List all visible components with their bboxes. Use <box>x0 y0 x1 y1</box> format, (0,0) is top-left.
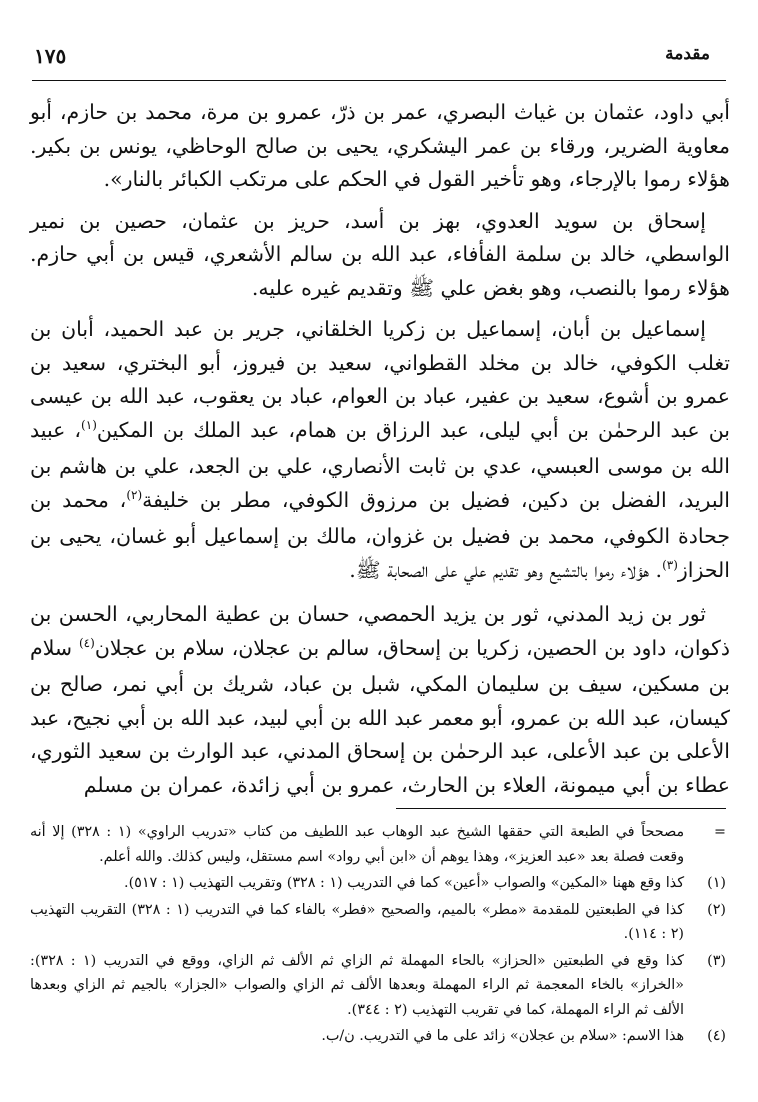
paragraph-4-text-a: ثور بن زيد المدني، ثور بن يزيد الحمصي، حسان بن عطية المحاربي، الحسن بن ذكوان، داود بن الحصين، زكريا بن إسحاق، سالم بن عجلان، سلام بن عجلان <box>30 602 730 660</box>
footnote-3 <box>30 949 726 1023</box>
paragraph-2 <box>30 205 730 306</box>
paragraph-2-text: إسحاق بن سويد العدوي، بهز بن أسد، حريز بن عثمان، حصين بن نمير الواسطي، خالد بن سلمة الفأفاء، عبد الله بن سالم الأشعري، قيس بن أبي حازم. هؤلاء رموا بالنصب، وهو بغض علي ﷺ وتقديم غيره عليه. <box>30 208 730 300</box>
footnote-ref-2[interactable]: (٢) <box>126 487 143 502</box>
footnote-ref-4[interactable]: (٤) <box>78 635 95 650</box>
paragraph-4 <box>30 598 730 802</box>
footnote-rule <box>396 808 726 809</box>
main-text <box>30 96 730 810</box>
footnote-text: هذا الاسم: «سلام بن عجلان» زائد على ما في التدريب. ن/ب. <box>321 1028 684 1044</box>
paragraph-3 <box>30 313 730 590</box>
footnote-mark: (١) <box>707 875 726 891</box>
page-number: ١٧٥ <box>34 44 67 68</box>
footnote-text: كذا وقع في الطبعتين «الحزاز» بالحاء المهملة ثم الزاي ثم الألف ثم الزاي، ووقع في التدريب (١ : ٣٢٨): «الخراز» بالخاء المعجمة ثم الراء المهملة وبعدها الألف ثم الزاي والصواب «الجزار» بالجيم ثم الزاي وبعدها الألف ثم الراء المهملة، كما في تقريب التهذيب (٢ : ٣٤٤). <box>30 952 684 1018</box>
footnote-mark: = <box>714 824 726 840</box>
footnotes <box>30 820 726 1051</box>
footnote-mark: (٤) <box>707 1028 726 1044</box>
footnote-continued <box>30 820 726 869</box>
paragraph-1-text: أبي داود، عثمان بن غياث البصري، عمر بن ذرّ، عمرو بن مرة، محمد بن حازم، أبو معاوية الضرير، ورقاء بن عمر اليشكري، يحيى بن صالح الوحاظي، يونس بن بكير. هؤلاء رموا بالإرجاء، وهو تأخير القول في الحكم على مرتكب الكبائر بالنار». <box>30 100 730 191</box>
footnote-4 <box>30 1024 726 1049</box>
footnote-2 <box>30 898 726 947</box>
footnote-ref-1[interactable]: (١) <box>81 417 97 432</box>
page-header <box>34 40 710 80</box>
footnote-text: كذا وقع ههنا «المكين» والصواب «أعين» كما في التدريب (١ : ٣٢٨) وتقريب التهذيب (١ : ٥١٧). <box>124 875 684 891</box>
footnote-mark: (٢) <box>707 901 726 918</box>
footnote-mark: (٣) <box>707 952 726 969</box>
footnote-ref-3[interactable]: (٣) <box>662 557 678 572</box>
paragraph-3-text-b: ، عبيد الله بن موسى العبسي، عدي بن ثابت الأنصاري، علي بن الجعد، علي بن هاشم بن البريد، الفضل بن دكين، فضيل بن مرزوق الكوفي، مطر بن خليفة <box>30 417 730 512</box>
paragraph-4-text-b: سلام بن مسكين، سيف بن سليمان المكي، شبل بن عباد، شريك بن أبي نمر، صالح بن كيسان، عبد الله بن عمرو، أبو معمر عبد الله بن أبي لبيد، عبد الله بن أبي نجيح، عبد الأعلى بن عبد الأعلى، عبد الرحمٰن بن إسحاق المدني، عبد الوارث بن سعيد الثوري، عطاء بن أبي ميمونة، العلاء بن الحارث، عمرو بن أبي زائدة، عمران بن مسلم <box>30 635 730 797</box>
footnote-text: مصححاً في الطبعة التي حققها الشيخ عبد الوهاب عبد اللطيف من كتاب «تدريب الراوي» (١ : ٣٢٨) إلا أنه وقعت فصلة بعد «عبد العزيز»، وهذا يوهم أن «ابن أبي رواد» اسم مستقل، وليس كذلك. والله أعلم. <box>30 824 684 865</box>
footnote-text: كذا في الطبعتين للمقدمة «مطر» بالميم، والصحيح «فطر» بالفاء كما في التدريب (١ : ٣٢٨) التقريب التهذيب (٢ : ١١٤). <box>30 901 685 942</box>
paragraph-3-text-d: . هؤلاء رموا بالتشيع وهو تقديم علي على الصحابة ﷺ. <box>349 557 663 582</box>
footnote-1 <box>30 871 726 896</box>
paragraph-3-text-a: إسماعيل بن أبان، إسماعيل بن زكريا الخلقاني، جرير بن عبد الحميد، أبان بن تغلب الكوفي، خالد بن مخلد القطواني، سعيد بن فيروز، أبو البختري، سعيد بن عمرو بن أشوع، سعيد بن عفير، عباد بن العوام، عباد بن يعقوب، عبد الله بن عيسى بن عبد الرحمٰن بن أبي ليلى، عبد الرزاق بن همام، عبد الملك بن المكين <box>30 317 730 442</box>
paragraph-3-text-c: ، محمد بن جحادة الكوفي، محمد بن فضيل بن غزوان، مالك بن إسماعيل أبو غسان، يحيى بن الحزاز <box>30 487 730 582</box>
running-title: مقدمة <box>665 44 710 64</box>
paragraph-1 <box>30 96 730 197</box>
header-rule <box>32 80 726 81</box>
